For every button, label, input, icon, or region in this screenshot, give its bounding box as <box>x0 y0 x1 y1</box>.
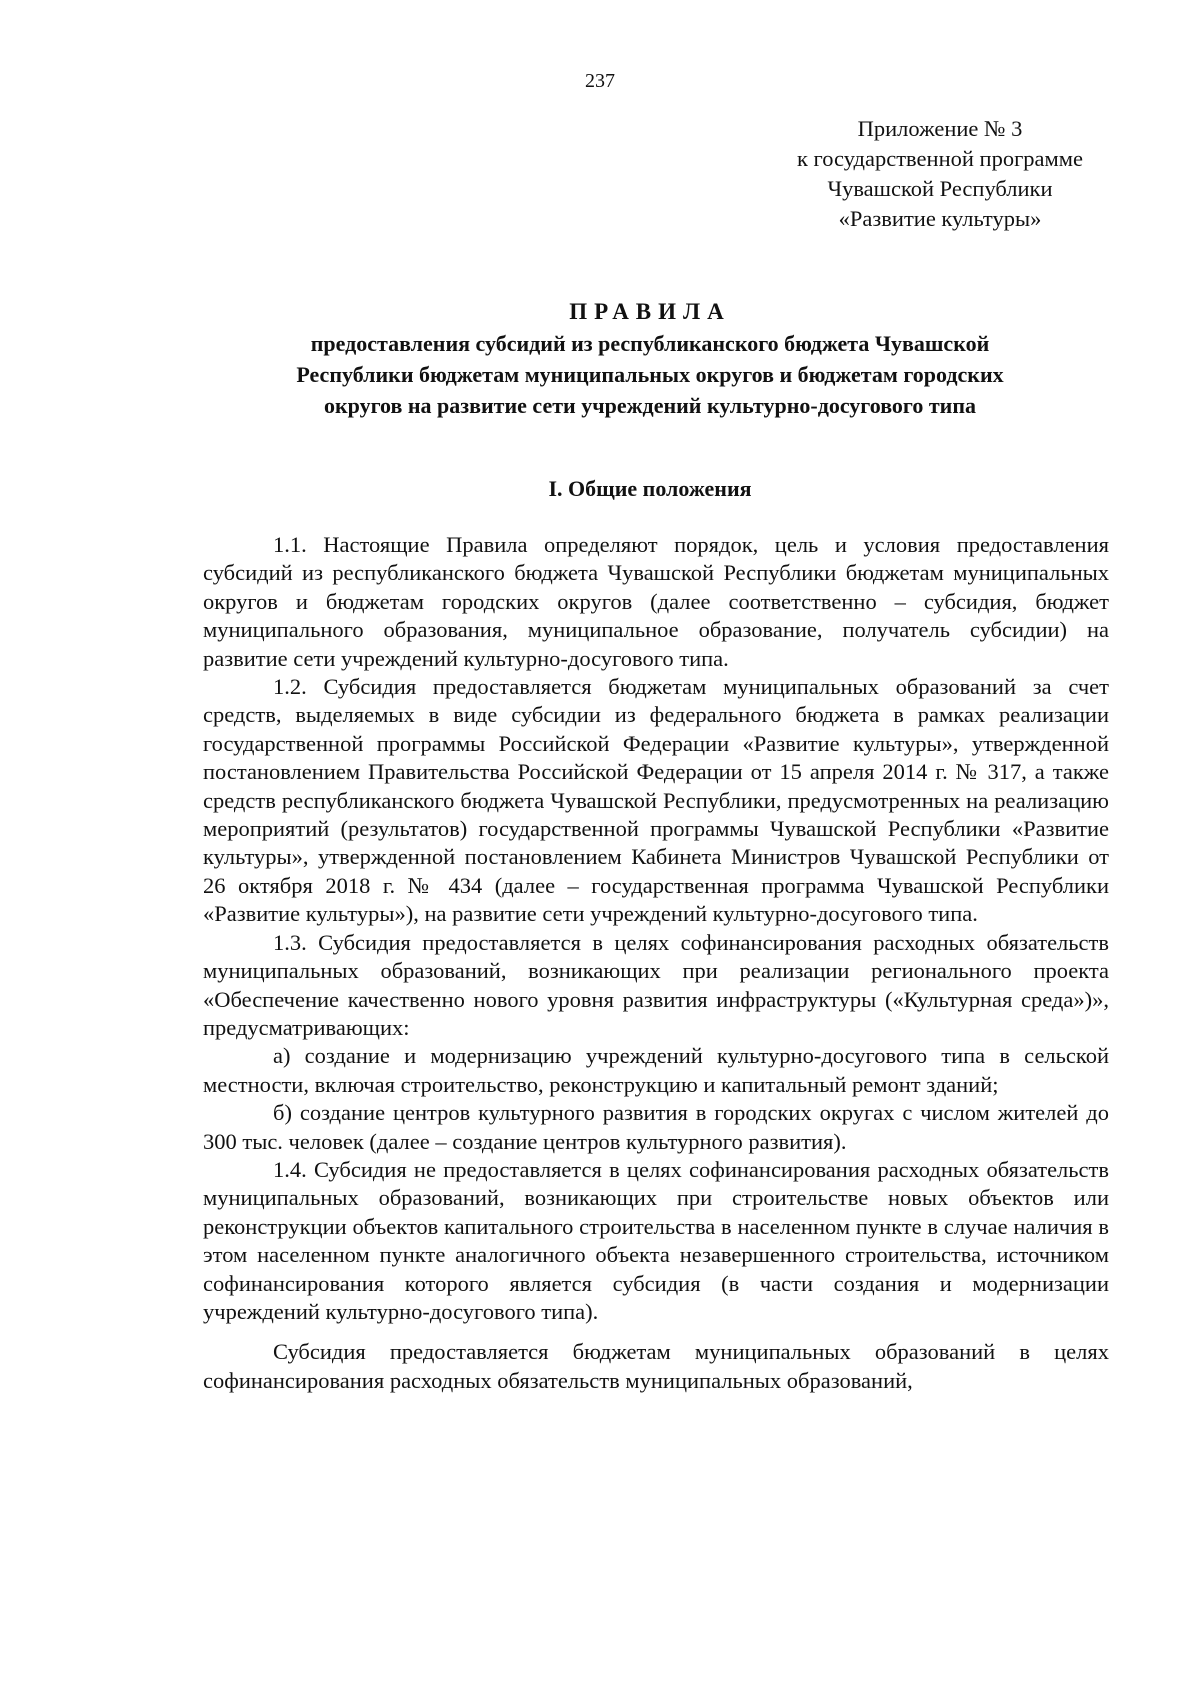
paragraph-1-3: 1.3. Субсидия предоставляется в целях софинансирования расходных обязательств муниципальных образований, возникающих при реализации регионального проекта «Обеспечение качественно нового уровня развития инфраструктуры («Культурная среда»)», предусматривающих: <box>203 929 1109 1040</box>
appendix-line-program: к государственной программе <box>796 146 1083 171</box>
body-text <box>203 531 1109 1395</box>
title-subtitle-line-3: округов на развитие сети учреждений культурно-досугового типа <box>323 393 977 418</box>
title-subtitle <box>190 328 1110 421</box>
section-heading: I. Общие положения <box>548 476 752 501</box>
appendix-line-number: Приложение № 3 <box>857 116 1023 141</box>
appendix-reference <box>760 114 1120 234</box>
paragraph-1-1: 1.1. Настоящие Правила определяют порядок, цель и условия предоставления субсидий из республиканского бюджета Чувашской Республики бюджетам муниципальных округов и бюджетам городских округов (далее соответственно – субсидия, бюджет муниципального образования, муниципальное образование, получатель субсидии) на развитие сети учреждений культурно-досугового типа. <box>203 532 1109 671</box>
paragraph-1-4: 1.4. Субсидия не предоставляется в целях софинансирования расходных обязательств муниципальных образований, возникающих при строительстве новых объектов или реконструкции объектов капитального строительства в населенном пункте в случае наличия в этом населенном пункте аналогичного объекта незавершенного строительства, источником софинансирования которого является субсидия (в части создания и модернизации учреждений культурно-досугового типа). <box>203 1156 1109 1324</box>
title-subtitle-line-2: Республики бюджетам муниципальных округов и бюджетам городских <box>296 362 1004 387</box>
paragraph-1-3-b: б) создание центров культурного развития в городских округах с числом жителей до 300 тыс. человек (далее – создание центров культурного развития). <box>203 1100 1109 1154</box>
page-number: 237 <box>585 70 615 92</box>
title-subtitle-line-1: предоставления субсидий из республиканского бюджета Чувашской <box>310 331 990 356</box>
document-title <box>190 296 1110 421</box>
paragraph-1-3-a: а) создание и модернизацию учреждений культурно-досугового типа в сельской местности, включая строительство, реконструкцию и капитальный ремонт зданий; <box>203 1043 1109 1097</box>
paragraph-subsidy: Субсидия предоставляется бюджетам муниципальных образований в целях софинансирования расходных обязательств муниципальных образований, <box>203 1339 1109 1393</box>
appendix-line-program-name: «Развитие культуры» <box>838 206 1042 231</box>
appendix-line-republic: Чувашской Республики <box>827 176 1053 201</box>
paragraph-1-2: 1.2. Субсидия предоставляется бюджетам муниципальных образований за счет средств, выделяемых в виде субсидии из федерального бюджета в рамках реализации государственной программы Российской Федерации «Развитие культуры», утвержденной постановлением Правительства Российской Федерации от 15 апреля 2014 г. № 317, а также средств республиканского бюджета Чувашской Республики, предусмотренных на реализацию мероприятий (результатов) государственной программы Чувашской Республики «Развитие культуры», утвержденной постановлением Кабинета Министров Чувашской Республики от 26 октября 2018 г. № 434 (далее – государственная программа Чувашской Республики «Развитие культуры»), на развитие сети учреждений культурно-досугового типа. <box>203 674 1109 927</box>
title-main: ПРАВИЛА <box>569 299 731 324</box>
